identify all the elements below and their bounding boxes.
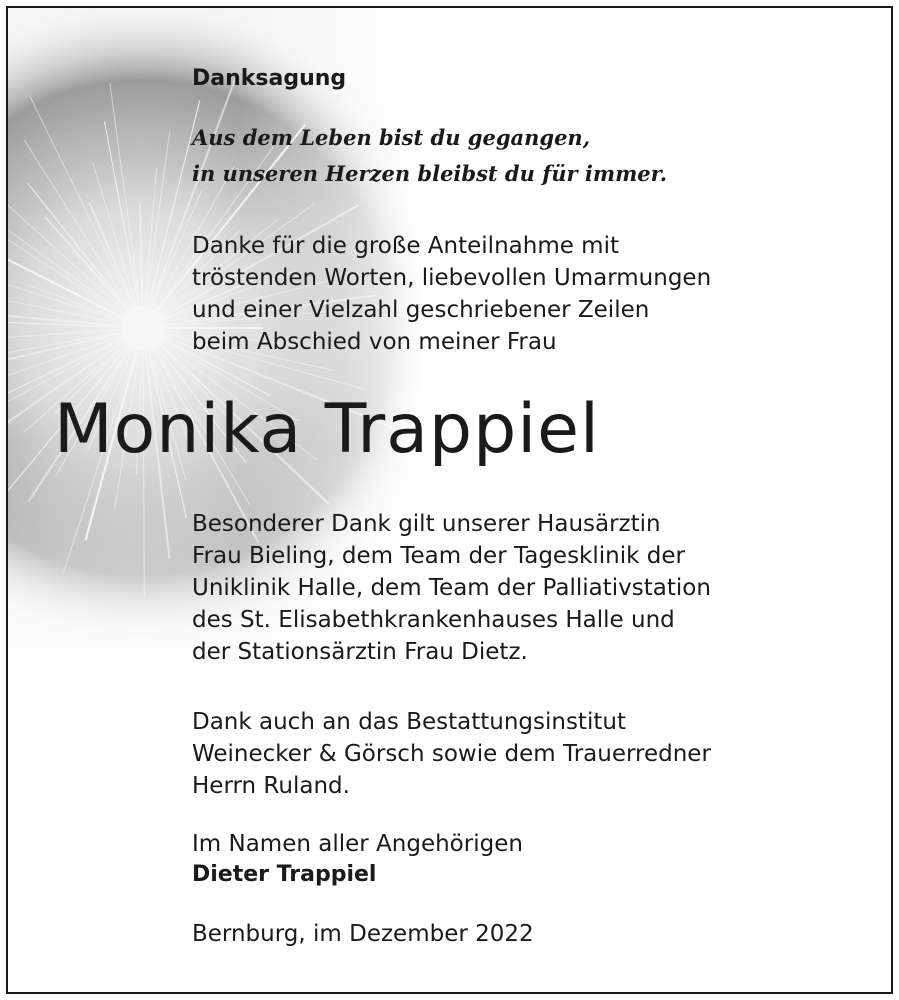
- on-behalf-line: Im Namen aller Angehörigen: [192, 831, 523, 857]
- quote-line: in unseren Herzen bleibst du für immer.: [192, 161, 668, 186]
- intro-paragraph: [192, 230, 711, 358]
- special-thanks-paragraph: [192, 508, 711, 668]
- special-thanks-line: des St. Elisabethkrankenhauses Halle und: [192, 607, 675, 633]
- special-thanks-line: Uniklinik Halle, dem Team der Palliativstation: [192, 575, 711, 601]
- memorial-quote: [192, 120, 667, 192]
- funeral-thanks-paragraph: [192, 706, 711, 802]
- signer-name: Dieter Trappiel: [192, 862, 377, 887]
- quote-line: Aus dem Leben bist du gegangen,: [192, 125, 591, 150]
- intro-line: beim Abschied von meiner Frau: [192, 329, 557, 355]
- deceased-name: Monika Trappiel: [54, 390, 600, 469]
- notice-content: [8, 8, 891, 992]
- special-thanks-line: Frau Bieling, dem Team der Tagesklinik der: [192, 543, 685, 569]
- special-thanks-line: Besonderer Dank gilt unserer Hausärztin: [192, 511, 661, 537]
- intro-line: und einer Vielzahl geschriebener Zeilen: [192, 297, 650, 323]
- place-date: Bernburg, im Dezember 2022: [192, 921, 534, 947]
- notice-heading: Danksagung: [192, 66, 347, 91]
- funeral-thanks-line: Herrn Ruland.: [192, 773, 350, 799]
- funeral-thanks-line: Weinecker & Görsch sowie dem Trauerredner: [192, 741, 711, 767]
- funeral-thanks-line: Dank auch an das Bestattungsinstitut: [192, 709, 626, 735]
- intro-line: Danke für die große Anteilnahme mit: [192, 233, 619, 259]
- special-thanks-line: der Stationsärztin Frau Dietz.: [192, 639, 528, 665]
- intro-line: tröstenden Worten, liebevollen Umarmungen: [192, 265, 712, 291]
- obituary-notice: [6, 6, 893, 994]
